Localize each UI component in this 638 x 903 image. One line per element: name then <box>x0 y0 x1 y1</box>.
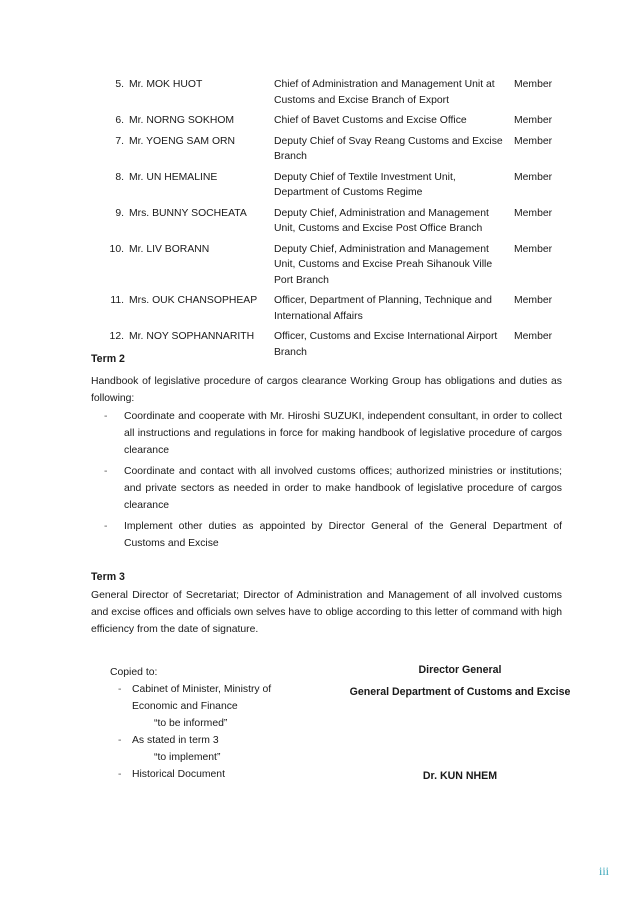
copied-note: “to be informed” <box>154 718 228 729</box>
member-row <box>91 170 561 201</box>
member-position: Chief of Administration and Management Unit at Customs and Excise Branch of Export <box>274 79 495 106</box>
member-number: 9. <box>115 207 124 219</box>
member-role: Member <box>514 331 553 342</box>
member-number: 10. <box>109 243 124 255</box>
term2-bullet <box>91 408 562 459</box>
member-row <box>91 242 561 289</box>
dash-icon: - <box>104 466 108 477</box>
member-row <box>91 329 561 360</box>
dash-icon: - <box>118 769 122 780</box>
member-position: Chief of Bavet Customs and Excise Office <box>274 115 467 126</box>
member-number: 8. <box>115 171 124 183</box>
member-number: 5. <box>115 79 124 90</box>
member-role: Member <box>514 171 553 183</box>
term2-bullet-text: Coordinate and contact with all involved customs offices; authorized ministries or institutions; and private sectors as needed in order to make handbook of legislative procedure of cargos clearance <box>124 466 562 511</box>
member-name: Mr. YOENG SAM ORN <box>129 135 236 147</box>
member-row <box>91 77 561 108</box>
copied-note: “to implement” <box>154 752 221 763</box>
signature-title: Director General <box>418 664 502 676</box>
term2-bullet-text: Implement other duties as appointed by Director General of the General Department of Customs and Excise <box>124 521 562 549</box>
term2-bullet <box>91 463 562 514</box>
member-name: Mrs. BUNNY SOCHEATA <box>129 207 247 219</box>
member-name: Mr. NORNG SOKHOM <box>129 115 235 126</box>
member-position: Deputy Chief of Svay Reang Customs and Excise Branch <box>274 135 503 162</box>
member-role: Member <box>514 207 553 219</box>
member-number: 11. <box>110 295 124 306</box>
member-position: Officer, Customs and Excise International Airport Branch <box>274 331 498 358</box>
dash-icon: - <box>104 411 108 422</box>
copied-item <box>118 681 310 715</box>
member-name: Mrs. OUK CHANSOPHEAP <box>129 295 258 306</box>
member-role: Member <box>514 295 553 306</box>
term2-heading: Term 2 <box>91 353 125 365</box>
member-row <box>91 293 561 324</box>
term2-bullets <box>91 408 562 556</box>
member-row <box>91 134 561 165</box>
copied-item-text: As stated in term 3 <box>132 735 219 746</box>
term3-text: General Director of Secretariat; Director of Administration and Management of all involved customs and excise offices and officials own selves have to oblige according to this letter of command with high efficiency from the date of signature. <box>91 590 562 635</box>
member-position: Officer, Department of Planning, Technique and International Affairs <box>274 295 492 322</box>
copied-item-text: Historical Document <box>132 769 225 780</box>
term2-bullet-text: Coordinate and cooperate with Mr. Hiroshi SUZUKI, independent consultant, in order to collect all instructions and regulations in force for making handbook of legislative procedure of cargos clearance <box>124 411 562 456</box>
member-role: Member <box>514 79 553 90</box>
member-name: Mr. NOY SOPHANNARITH <box>129 331 255 342</box>
term3-heading: Term 3 <box>91 571 125 583</box>
member-name: Mr. UN HEMALINE <box>129 171 218 183</box>
copied-item <box>118 766 310 783</box>
member-role: Member <box>514 243 553 255</box>
member-role: Member <box>514 135 553 147</box>
copied-item <box>118 732 310 749</box>
member-role: Member <box>514 115 553 126</box>
term2-intro: Handbook of legislative procedure of cargos clearance Working Group has obligations and duties as following: <box>91 376 562 404</box>
copied-to-block <box>110 664 310 783</box>
member-row <box>91 206 561 237</box>
member-number: 12. <box>109 331 124 342</box>
member-position: Deputy Chief of Textile Investment Unit, Department of Customs Regime <box>274 171 456 198</box>
page-number: iii <box>598 864 609 878</box>
dash-icon: - <box>118 684 122 695</box>
member-position: Deputy Chief, Administration and Management Unit, Customs and Excise Preah Sihanouk Ville Port Branch <box>274 243 493 286</box>
copied-item-text: Cabinet of Minister, Ministry of Economic and Finance <box>132 684 272 712</box>
member-row <box>91 113 561 129</box>
member-number: 6. <box>115 115 124 126</box>
member-position: Deputy Chief, Administration and Management Unit, Customs and Excise Post Office Branch <box>274 207 489 234</box>
signature-department: General Department of Customs and Excise <box>349 686 571 698</box>
copied-to-label: Copied to: <box>110 667 158 678</box>
signature-name: Dr. KUN NHEM <box>422 770 498 782</box>
member-name: Mr. LIV BORANN <box>129 243 210 255</box>
dash-icon: - <box>118 735 122 746</box>
dash-icon: - <box>104 521 108 532</box>
member-number: 7. <box>115 135 124 147</box>
member-name: Mr. MOK HUOT <box>129 79 203 90</box>
member-list <box>91 77 561 365</box>
term2-bullet <box>91 518 562 552</box>
